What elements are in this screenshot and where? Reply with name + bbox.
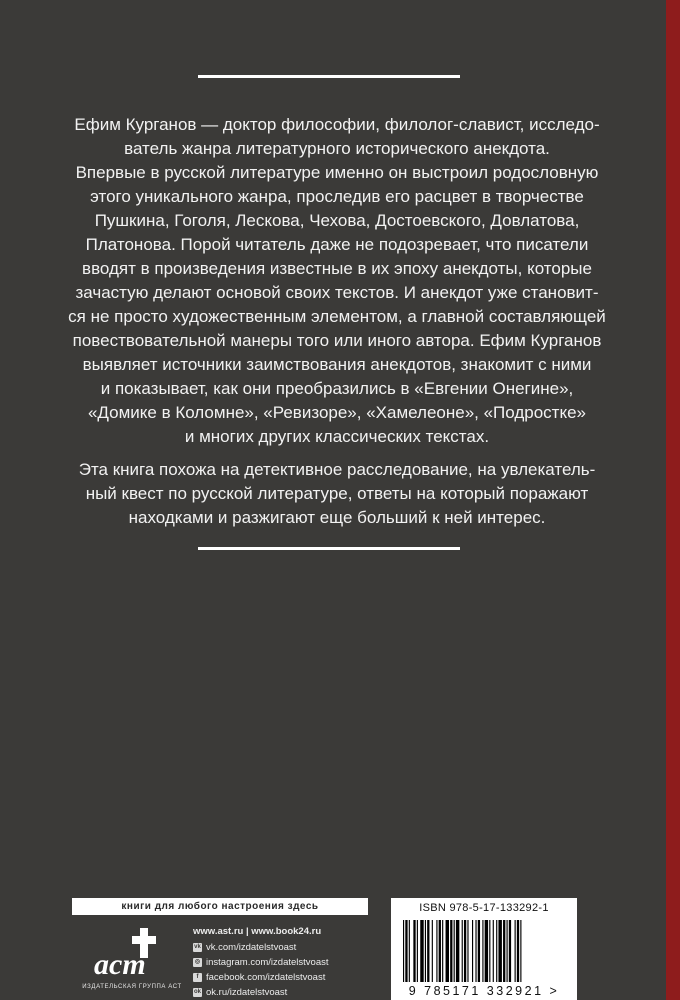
odnoklassniki-icon: ok	[193, 989, 201, 995]
logo-text: аст	[94, 948, 146, 980]
text-line: Впервые в русской литературе именно он выстроил родословную	[75, 163, 599, 182]
facebook-icon: f	[193, 973, 202, 982]
social-link-vk[interactable]	[193, 940, 368, 955]
barcode-icon	[399, 920, 569, 988]
text-line: Платонова. Порой читатель даже не подозревает, что писатели	[85, 235, 589, 254]
social-link-odnoklassniki[interactable]	[193, 985, 368, 1000]
text-line: «Домике в Коломне», «Ревизоре», «Хамелеоне», «Подростке»	[87, 403, 587, 422]
text-line: и многих других классических текстах.	[184, 427, 490, 446]
text-line: Ефим Курганов — доктор философии, филолог-славист, исследо-	[74, 115, 600, 134]
bottom-divider	[198, 547, 460, 550]
text-line: зачастую делают основой своих текстов. И анекдот уже становит-	[75, 283, 599, 302]
text-line: Эта книга похожа на детективное расследование, на увлекатель-	[78, 460, 596, 479]
social-link-text: vk.com/izdatelstvoast	[206, 942, 297, 953]
isbn-number: ISBN 978-5-17-133292-1	[419, 902, 549, 914]
annotation-paragraph-2	[26, 458, 648, 530]
barcode-digits: 9 785171 332921 >	[408, 984, 560, 998]
vk-icon: vk	[194, 944, 201, 950]
text-line: ся не просто художественным элементом, а главной составляющей	[68, 307, 606, 326]
isbn-barcode	[391, 898, 577, 1000]
top-divider	[198, 75, 460, 78]
text-line: и показывает, как они преобразились в «Евгении Онегине»,	[100, 379, 574, 398]
publisher-logo	[80, 922, 190, 1000]
text-line: ный квест по русской литературе, ответы на который поражают	[85, 484, 589, 503]
spine-edge	[666, 0, 680, 1000]
text-line: этого уникального жанра, проследив его расцвет в творчестве	[90, 187, 584, 206]
tagline-banner: книги для любого настроения здесь	[72, 898, 368, 915]
social-link-text: ok.ru/izdatelstvoast	[206, 987, 288, 998]
social-link-text: instagram.com/izdatelstvoast	[206, 957, 329, 968]
text-line: повествовательной манеры того или иного автора. Ефим Курганов	[72, 331, 602, 350]
publisher-links	[193, 924, 368, 1000]
annotation-paragraph-1	[26, 113, 648, 449]
social-link-instagram[interactable]	[193, 955, 368, 970]
text-line: находками и разжигают еще больший к ней интерес.	[128, 508, 546, 527]
text-line: Пушкина, Гоголя, Лескова, Чехова, Достоевского, Довлатова,	[94, 211, 580, 230]
text-line: ватель жанра литературного исторического анекдота.	[124, 139, 550, 158]
instagram-icon: ◎	[194, 959, 201, 965]
website-links[interactable]: www.ast.ru | www.book24.ru	[193, 926, 322, 937]
text-line: выявляет источники заимствования анекдотов, знакомит с ними	[82, 355, 592, 374]
ast-logo-icon	[92, 926, 166, 980]
logo-caption: ИЗДАТЕЛЬСКАЯ ГРУППА АСТ	[82, 984, 182, 990]
text-line: вводят в произведения известные в их эпоху анекдоты, которые	[82, 259, 592, 278]
social-link-text: facebook.com/izdatelstvoast	[206, 972, 326, 983]
social-link-facebook[interactable]	[193, 970, 368, 985]
